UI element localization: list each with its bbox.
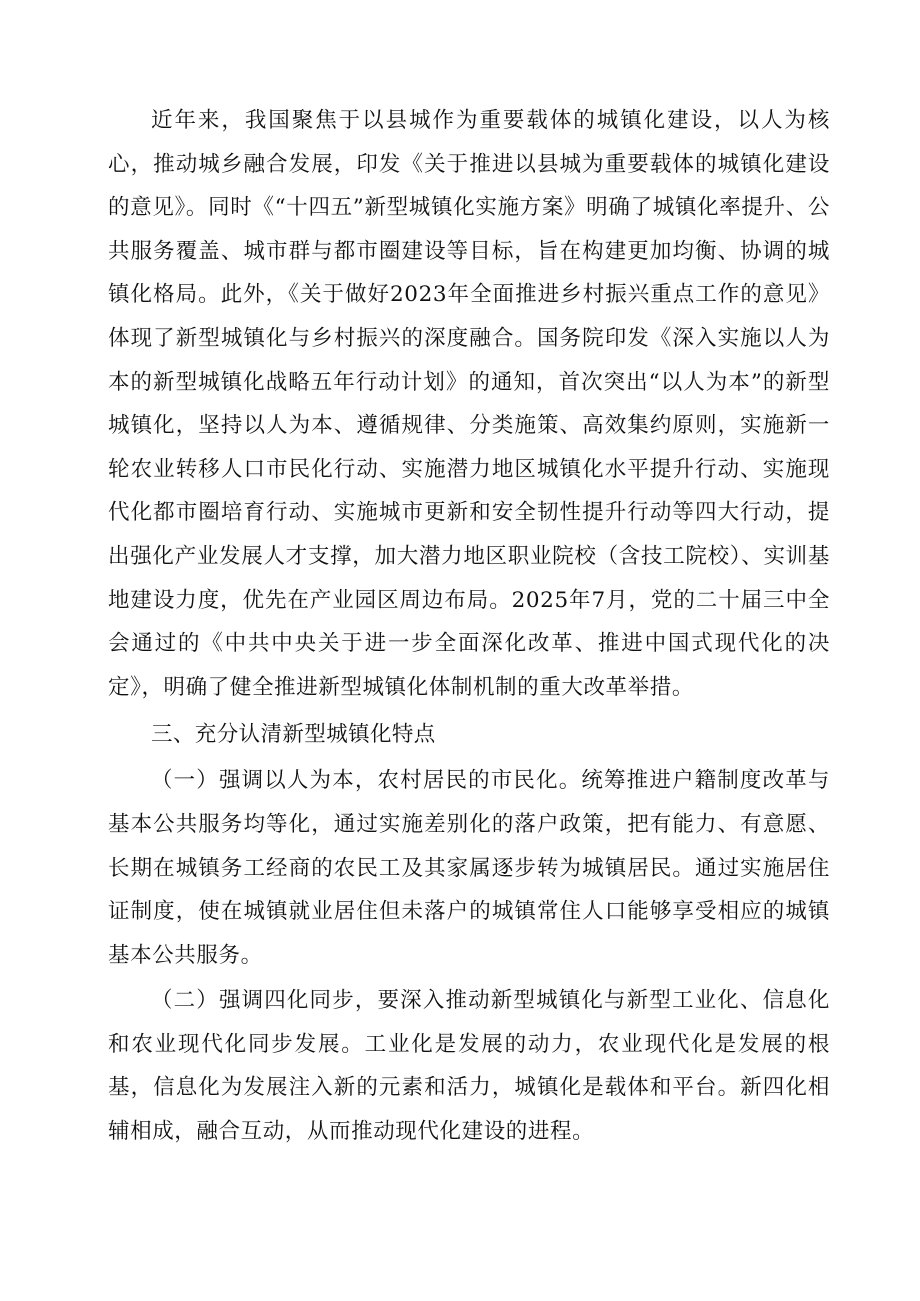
section-heading-3: 三、充分认清新型城镇化特点 (151, 722, 436, 748)
paragraph-intro: 近年来，我国聚焦于以县城作为重要载体的城镇化建设，以人为核心，推动城乡融合发展，印发《关于推进以县城为重要载体的城镇化建设的意见》。同时《“十四五”新型城镇化实施方案》明确了城镇化率提升、公共服务覆盖、城市群与都市圈建设等目标，旨在构建更加均衡、协调的城镇化格局。此外，《关于做好2023年全面推进乡村振兴重点工作的意见》体现了新型城镇化与乡村振兴的深度融合。国务院印发《深入实施以人为本的新型城镇化战略五年行动计划》的通知，首次突出“以人为本”的新型城镇化，坚持以人为本、遵循规律、分类施策、高效集约原则，实施新一轮农业转移人口市民化行动、实施潜力地区城镇化水平提升行动、实施现代化都市圈培育行动、实施城市更新和安全韧性提升行动等四大行动，提出强化产业发展人才支撑，加大潜力地区职业院校（含技工院校）、实训基地建设力度，优先在产业园区周边布局。2025年7月，党的二十届三中全会通过的《中共中央关于进一步全面深化改革、推进中国式现代化的决定》，明确了健全推进新型城镇化体制机制的重大改革举措。 (108, 108, 830, 700)
paragraph-point-2: （二）强调四化同步，要深入推动新型城镇化与新型工业化、信息化和农业现代化同步发展。工业化是发展的动力，农业现代化是发展的根基，信息化为发展注入新的元素和活力，城镇化是载体和平台。新四化相辅相成，融合互动，从而推动现代化建设的进程。 (108, 988, 830, 1145)
paragraph-point-1: （一）强调以人为本，农村居民的市民化。统筹推进户籍制度改革与基本公共服务均等化，通过实施差别化的落户政策，把有能力、有意愿、长期在城镇务工经商的农民工及其家属逐步转为城镇居民。通过实施居住证制度，使在城镇就业居住但未落户的城镇常住人口能够享受相应的城镇基本公共服务。 (108, 768, 830, 968)
document-body (108, 99, 830, 1154)
